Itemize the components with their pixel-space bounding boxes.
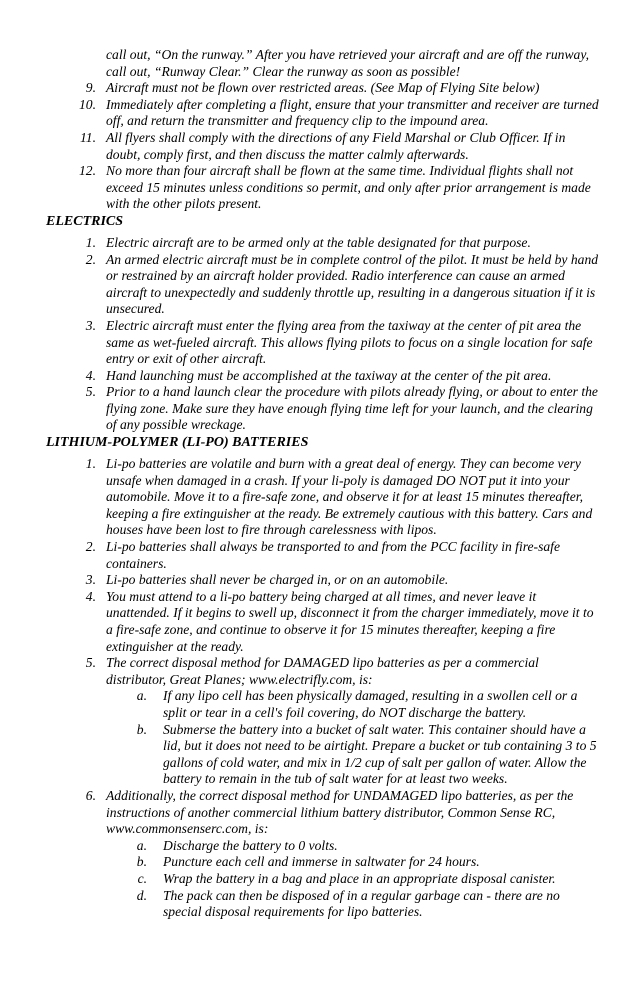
list-item xyxy=(0,252,600,318)
item-text: Aircraft must not be flown over restricted areas. (See Map of Flying Site below) xyxy=(106,80,540,96)
sub-item-text: The pack can then be disposed of in a regular garbage can - there are no special disposal requirements for lipo batteries. xyxy=(163,887,560,920)
item-number: 2. xyxy=(85,539,96,555)
item-text: An armed electric aircraft must be in complete control of the pilot. It must be held by hand or restrained by an aircraft holder provided. Radio interference can cause an armed aircraft to unexpectedly and suddenly throttle up, resulting in a dangerous situation if it is unsecured. xyxy=(106,251,599,317)
sub-list-item xyxy=(0,871,600,888)
section-heading-lipo: LITHIUM-POLYMER (LI-PO) BATTERIES xyxy=(46,435,309,451)
item-text: Electric aircraft are to be armed only at the table designated for that purpose. xyxy=(106,234,531,250)
item-number: 3. xyxy=(85,317,96,333)
item-number: 5. xyxy=(85,384,96,400)
list-item xyxy=(0,318,600,368)
flying-rules-list xyxy=(0,80,638,213)
sub-item-text: Discharge the battery to 0 volts. xyxy=(163,837,338,853)
item-text: The correct disposal method for DAMAGED lipo batteries as per a commercial distributor, Great Planes; www.electrifly.com, is: xyxy=(106,655,539,687)
list-item xyxy=(0,456,600,539)
list-item xyxy=(0,788,600,838)
item-text: All flyers shall comply with the directions of any Field Marshal or Club Officer. If in doubt, comply first, and then discuss the matter calmly afterwards. xyxy=(106,129,566,162)
sub-item-letter: d. xyxy=(136,887,147,903)
item-text: Li-po batteries are volatile and burn with a great deal of energy. They can become very unsafe when damaged in a crash. If your li-poly is damaged DO NOT put it into your automobile. Move it to a fire-safe zone, and observe it for at least 15 minutes thereafter, keeping a fire extinguisher at the ready. Be extremely cautious with this battery. Cars and houses have been lost to fire through carelessness with lipos. xyxy=(106,456,593,538)
sub-item-text: Puncture each cell and immerse in saltwater for 24 hours. xyxy=(163,854,480,870)
list-item xyxy=(0,655,600,688)
item-text: Additionally, the correct disposal method for UNDAMAGED lipo batteries, as per the instructions of another commercial lithium battery distributor, Common Sense RC, www.commonsenserc.com, is: xyxy=(106,787,574,837)
sub-item-text: Submerse the battery into a bucket of salt water. This container should have a lid, but it does not need to be airtight. Prepare a bucket or tub containing 3 to 5 gallons of cold water, and mix in 1/2 cup of salt per gallon of water. Allow the battery to remain in the tub of salt water for at least two weeks. xyxy=(163,721,597,787)
sub-list-item xyxy=(0,888,600,921)
sub-item-letter: b. xyxy=(136,854,147,870)
sub-item-text: Wrap the battery in a bag and place in an appropriate disposal canister. xyxy=(163,870,556,886)
list-item xyxy=(0,572,600,589)
item-number: 1. xyxy=(85,456,96,472)
item-text: You must attend to a li-po battery being charged at all times, and never leave it unattended. If it begins to swell up, disconnect it from the charger immediately, move it to a fire-safe zone, and continue to observe it for 15 minutes thereafter, keeping a fire extinguisher at the ready. xyxy=(106,588,594,654)
item-number: 9. xyxy=(85,80,96,96)
intro-continuation: call out, “On the runway.” After you have retrieved your aircraft and are off the runway, call out, “Runway Clear.” Clear the runway as soon as possible! xyxy=(106,47,590,79)
item-text: Hand launching must be accomplished at the taxiway at the center of the pit area. xyxy=(106,367,552,383)
item-text: Immediately after completing a flight, ensure that your transmitter and receiver are turned off, and return the transmitter and frequency clip to the impound area. xyxy=(106,96,599,129)
item-number: 1. xyxy=(85,234,96,250)
item-text: Electric aircraft must enter the flying area from the taxiway at the center of pit area the same as wet-fueled aircraft. This allows flying pilots to focus on a single location for safe entry or exit of other aircraft. xyxy=(106,317,593,367)
sub-list-item xyxy=(0,722,600,788)
list-item xyxy=(0,384,600,434)
item-number: 2. xyxy=(85,251,96,267)
sub-list-item xyxy=(0,838,600,855)
sub-item-letter: b. xyxy=(136,721,147,737)
item-text: Li-po batteries shall always be transported to and from the PCC facility in fire-safe containers. xyxy=(106,539,560,571)
lipo-list xyxy=(0,456,638,921)
electrics-list xyxy=(0,235,638,434)
sub-item-text: If any lipo cell has been physically damaged, resulting in a swollen cell or a split or tear in a cell's foil covering, do NOT discharge the battery. xyxy=(163,688,578,720)
section-heading-electrics: ELECTRICS xyxy=(46,213,124,229)
item-number: 6. xyxy=(85,787,96,803)
sub-item-letter: a. xyxy=(136,688,147,704)
list-item xyxy=(0,368,600,385)
list-item xyxy=(0,163,600,213)
list-item xyxy=(0,97,600,130)
item-number: 12. xyxy=(79,163,96,179)
item-number: 4. xyxy=(85,588,96,604)
sub-list-item xyxy=(0,854,600,871)
item-number: 10. xyxy=(79,96,96,112)
list-item xyxy=(0,235,600,252)
document-page xyxy=(0,47,638,921)
list-item xyxy=(0,589,600,655)
item-text: No more than four aircraft shall be flown at the same time. Individual flights shall not exceed 15 minutes unless conditions so permit, and only after prior arrangement is made with the other pilots present. xyxy=(106,163,591,212)
sub-item-letter: a. xyxy=(136,837,147,853)
item-text: Li-po batteries shall never be charged in, or on an automobile. xyxy=(106,572,449,588)
item-number: 5. xyxy=(85,655,96,671)
list-item xyxy=(0,130,600,163)
sub-list-item xyxy=(0,688,600,721)
item-number: 3. xyxy=(85,572,96,588)
list-item xyxy=(0,539,600,572)
item-text: Prior to a hand launch clear the procedure with pilots already flying, or about to enter the flying zone. Make sure they have enough flying time left for your launch, and the clearing of any possible wreckage. xyxy=(106,384,598,433)
item-number: 4. xyxy=(85,367,96,383)
list-item xyxy=(0,80,600,97)
sub-item-letter: c. xyxy=(137,870,147,886)
item-number: 11. xyxy=(80,129,96,145)
